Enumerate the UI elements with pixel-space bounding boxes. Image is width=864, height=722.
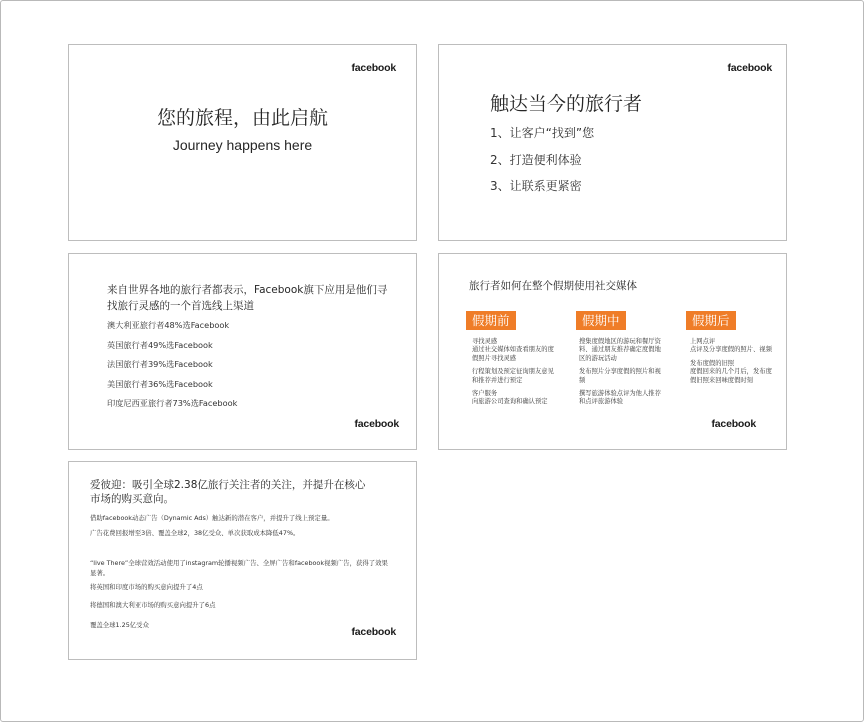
slide-title-english: Journey happens here bbox=[172, 137, 313, 153]
body-line: 借助facebook动态广告（Dynamic Ads）触达新的潜在客户，并提升了线上预定量。 bbox=[90, 514, 334, 522]
body-line: 将德国和澳大利亚市场的购买意向提升了6点 bbox=[90, 601, 216, 609]
column-header-before: 假期前 bbox=[466, 311, 516, 330]
slide-1-title[interactable] bbox=[68, 44, 417, 241]
column-paragraph: 发布照片分享度假的照片和视频 bbox=[579, 368, 661, 384]
stat-item: 英国旅行者49%选Facebook bbox=[107, 340, 213, 350]
facebook-logo: facebook bbox=[351, 62, 396, 74]
slide-heading: 触达当今的旅行者 bbox=[490, 93, 643, 115]
column-text-during bbox=[579, 338, 665, 412]
slide-heading: 旅行者如何在整个假期使用社交媒体 bbox=[469, 280, 637, 292]
body-line: 广告花费回报增至3倍、覆盖全球2，38亿受众、单次获取成本降低47%。 bbox=[90, 529, 300, 537]
column-paragraph: 行程策划及预定征询朋友意见和推荐并进行预定 bbox=[472, 368, 554, 384]
facebook-logo: facebook bbox=[354, 418, 399, 430]
column-paragraph: 搜集度假地区的游玩和餐厅资料、通过朋友推荐确定度假地区的游玩活动 bbox=[579, 338, 661, 362]
slide-title-chinese: 您的旅程，由此启航 bbox=[156, 107, 328, 129]
column-paragraph: 发布度假的旧照 度假回来的几个月后，发布度假旧照来回味度假时刻 bbox=[690, 359, 772, 384]
facebook-logo: facebook bbox=[711, 418, 756, 430]
slide-intro-text: 来自世界各地的旅行者都表示，Facebook旗下应用是他们寻找旅行灵感的一个首选线上渠道 bbox=[107, 284, 388, 312]
stat-item: 美国旅行者36%选Facebook bbox=[107, 379, 213, 389]
column-text-after bbox=[690, 338, 774, 390]
list-item: 3、让联系更紧密 bbox=[490, 179, 582, 193]
facebook-logo: facebook bbox=[351, 626, 396, 638]
column-paragraph: 寻找灵感 通过社交媒体如查看朋友的度假照片寻找灵感 bbox=[472, 338, 554, 362]
list-item: 1、让客户“找到”您 bbox=[490, 126, 595, 140]
stat-item: 印度尼西亚旅行者73%选Facebook bbox=[107, 398, 238, 408]
slide-2-reach-travelers[interactable] bbox=[438, 44, 787, 241]
body-line: 覆盖全球1.25亿受众 bbox=[90, 621, 149, 629]
stat-item: 法国旅行者39%选Facebook bbox=[107, 359, 213, 369]
column-paragraph: 上网点评 点评及分享度假的照片、视频 bbox=[690, 338, 772, 354]
column-header-after: 假期后 bbox=[686, 311, 736, 330]
stat-item: 澳大利亚旅行者48%选Facebook bbox=[107, 320, 230, 330]
slide-4-social-media-usage[interactable] bbox=[438, 253, 787, 450]
column-text-before bbox=[472, 338, 558, 412]
slide-3-traveler-stats[interactable] bbox=[68, 253, 417, 450]
slide-heading: 爱彼迎：吸引全球2.38亿旅行关注者的关注，并提升在核心市场的购买意向。 bbox=[90, 479, 366, 505]
facebook-logo: facebook bbox=[727, 62, 772, 74]
column-header-during: 假期中 bbox=[576, 311, 626, 330]
body-line: “live There”全球营效活动使用了instagram轮播视频广告、全屏广告和facebook视频广告，获得了效果显著。 bbox=[90, 559, 388, 577]
column-paragraph: 客户服务 向旅游公司查询和确认预定 bbox=[472, 390, 548, 406]
column-paragraph: 撰写旅游体验点评为他人推荐和点评旅游体验 bbox=[579, 390, 661, 406]
slide-5-airbnb-case[interactable] bbox=[68, 461, 417, 660]
body-line: 将英国和印度市场的购买意向提升了4点 bbox=[90, 583, 203, 591]
list-item: 2、打造便利体验 bbox=[490, 153, 582, 167]
